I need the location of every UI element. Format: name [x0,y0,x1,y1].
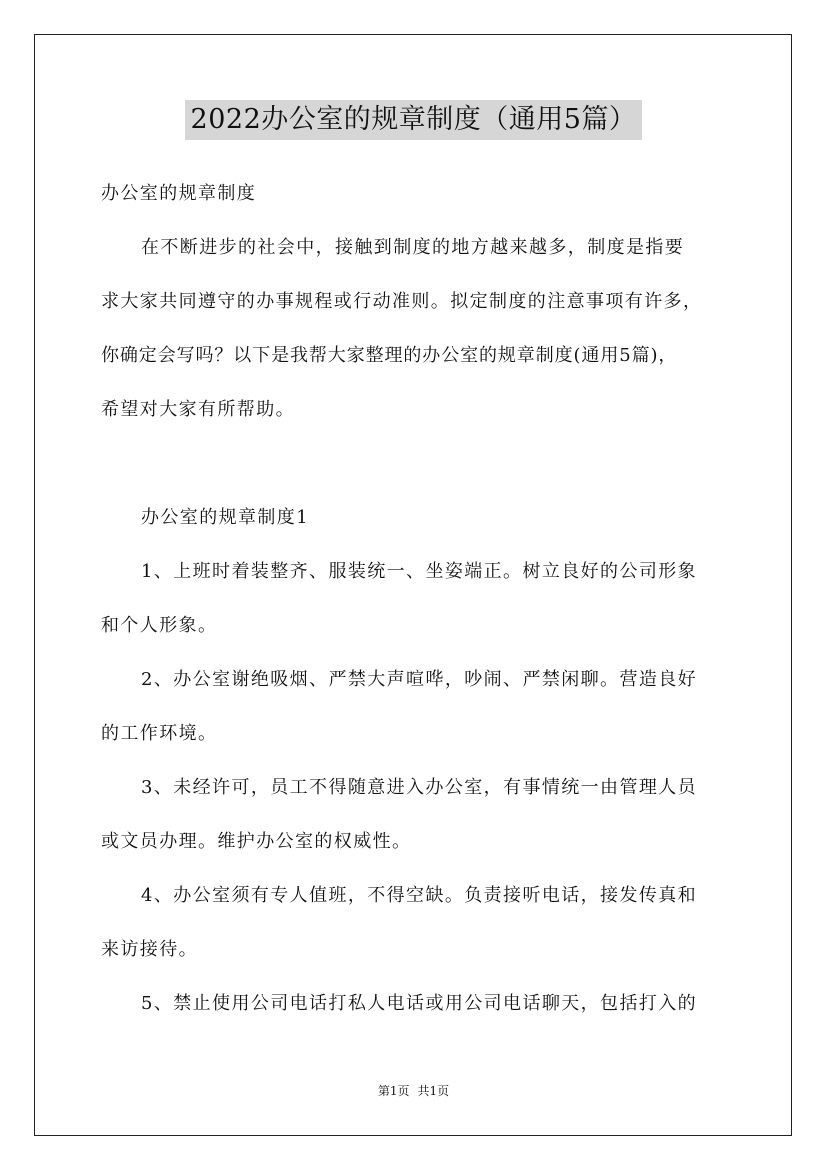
list-item-line: 或文员办理。维护办公室的权威性。 [101,831,412,852]
list-item-line: 和个人形象。 [101,615,218,636]
page-total: 共1页 [417,1084,450,1098]
list-item-line: 1、上班时着装整齐、服装统一、坐姿端正。树立良好的公司形象 [141,561,698,582]
section-heading: 办公室的规章制度 [101,183,257,204]
page-number: 第1页 [377,1084,410,1098]
list-item-line: 来访接待。 [101,939,198,960]
list-item-line: 的工作环境。 [101,723,218,744]
list-item-line: 5、禁止使用公司电话打私人电话或用公司电话聊天，包括打入的 [141,993,698,1014]
paragraph-line: 希望对大家有所帮助。 [101,399,295,420]
list-item-line: 2、办公室谢绝吸烟、严禁大声喧哗，吵闹、严禁闲聊。营造良好 [141,669,698,690]
list-item-line: 3、未经许可，员工不得随意进入办公室，有事情统一由管理人员 [141,777,698,798]
page-footer [0,1083,827,1099]
paragraph-line: 在不断进步的社会中，接触到制度的地方越来越多，制度是指要 [141,237,685,258]
subsection-heading: 办公室的规章制度1 [141,507,310,528]
document-title: 2022办公室的规章制度（通用5篇） [185,100,643,140]
title-container [0,100,827,140]
paragraph-line: 你确定会写吗？以下是我帮大家整理的办公室的规章制度(通用5篇)， [101,345,678,366]
list-item-line: 4、办公室须有专人值班，不得空缺。负责接听电话，接发传真和 [141,885,698,906]
paragraph-line: 求大家共同遵守的办事规程或行动准则。拟定制度的注意事项有许多， [101,291,703,312]
